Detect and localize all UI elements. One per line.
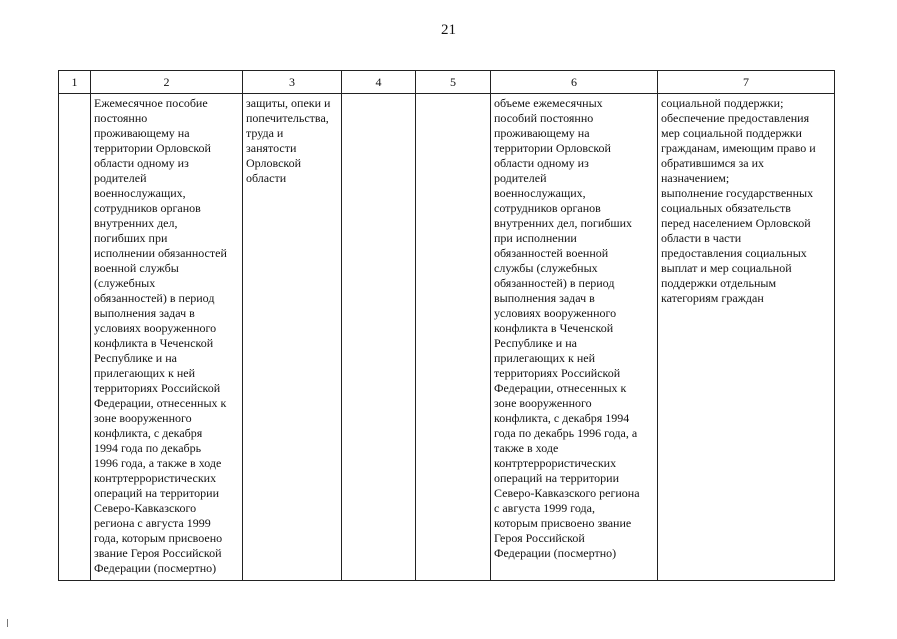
cell-benefit-name (91, 94, 243, 581)
cell-payment-volume-text: объеме ежемесячных пособий постоянно проживающему на территории Орловской области одному из родителей военнослужащих, сотрудников органов внутренних дел, погибших при исполнении обязанностей военной службы (служебных обязанностей) в период выполнения задач в условиях вооруженного конфликта в Чеченской Республике и на прилегающих к ней территориях Российской Федерации, отнесенных к зоне вооруженного конфликта, с декабря 1994 года по декабрь 1996 года, а также в ходе контртеррористических операций на территории Северо-Кавказского региона с августа 1999 года, которым присвоено звание Героя Российской Федерации (посмертно) (494, 96, 640, 560)
cell-col-4 (342, 94, 416, 581)
page-number: 21 (441, 22, 456, 38)
scan-artifact-mark (7, 619, 8, 627)
cell-department (243, 94, 342, 581)
column-header-5: 5 (416, 71, 491, 94)
document-table (58, 70, 835, 581)
column-header-2: 2 (91, 71, 243, 94)
cell-benefit-name-text: Ежемесячное пособие постоянно проживающему на территории Орловской области одному из родителей военнослужащих, сотрудников органов внутренних дел, погибших при исполнении обязанностей военной службы (служебных обязанностей) в период выполнения задач в условиях вооруженного конфликта в Чеченской Республике и на прилегающих к ней территориях Российской Федерации, отнесенных к зоне вооруженного конфликта, с декабря 1994 года по декабрь 1996 года, а также в ходе контртеррористических операций на территории Северо-Кавказского региона с августа 1999 года, которым присвоено звание Героя Российской Федерации (посмертно) (94, 96, 227, 575)
column-header-7: 7 (658, 71, 835, 94)
column-header-6: 6 (491, 71, 658, 94)
cell-payment-volume (491, 94, 658, 581)
cell-col-5 (416, 94, 491, 581)
cell-col-4-text (342, 94, 415, 96)
table-row (59, 94, 835, 581)
cell-col-5-text (416, 94, 490, 96)
table-header-row (59, 71, 835, 94)
cell-objectives-text: социальной поддержки; обеспечение предоставления мер социальной поддержки гражданам, имеющим право и обратившимся за их назначением; выполнение государственных социальных обязательств перед населением Орловской области в части предоставления социальных выплат и мер социальной поддержки отдельным категориям граждан (661, 96, 816, 305)
cell-col-1-text (59, 94, 90, 96)
column-header-4: 4 (342, 71, 416, 94)
cell-col-1 (59, 94, 91, 581)
cell-objectives (658, 94, 835, 581)
column-header-3: 3 (243, 71, 342, 94)
cell-department-text: защиты, опеки и попечительства, труда и занятости Орловской области (246, 96, 331, 185)
column-header-1: 1 (59, 71, 91, 94)
